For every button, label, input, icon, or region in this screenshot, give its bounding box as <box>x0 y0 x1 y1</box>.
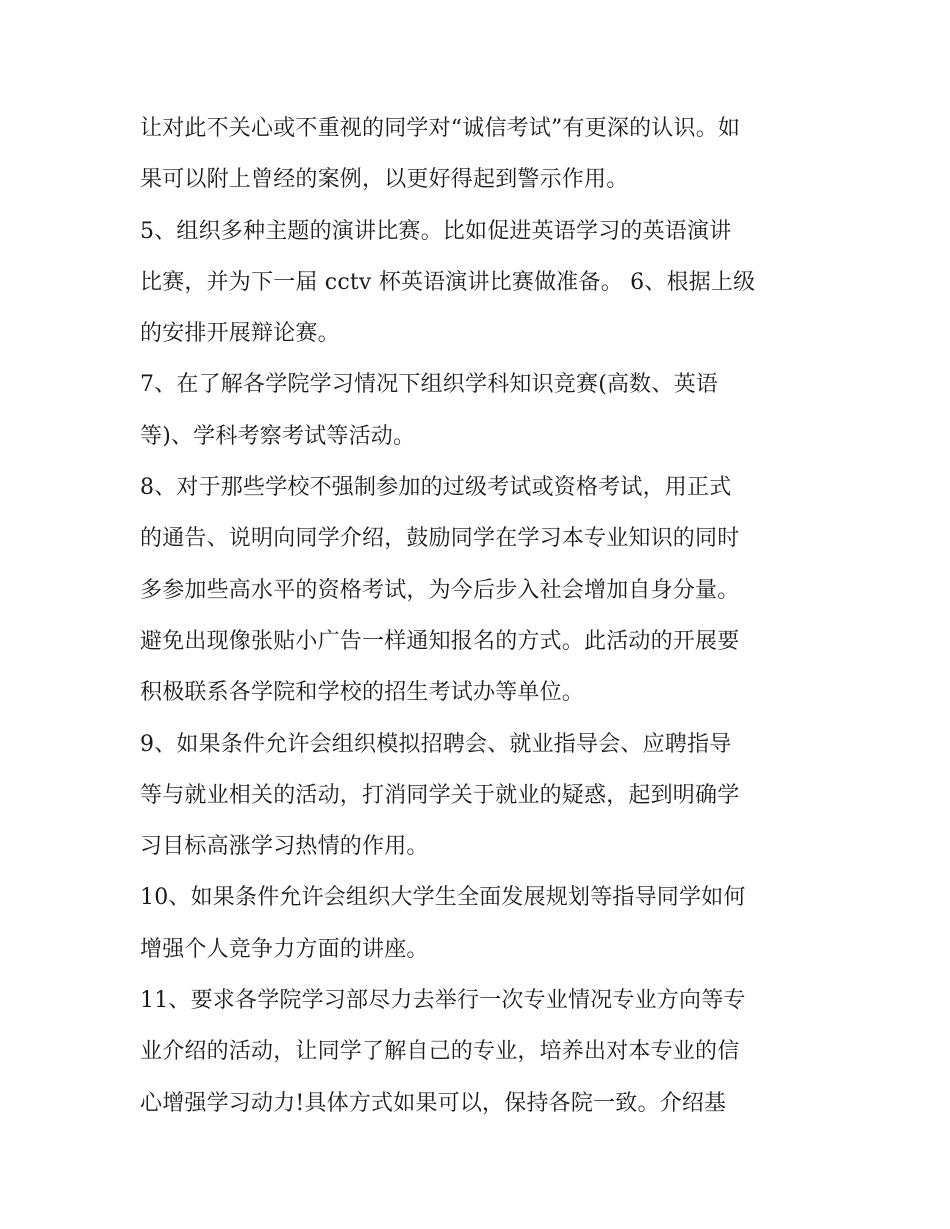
text-line-10: 多参加些高水平的资格考试，为今后步入社会增加自身分量。 <box>140 577 740 603</box>
document-body <box>140 103 816 1129</box>
text-line-18: 11、要求各学院学习部尽力去举行一次专业情况专业方向等专 <box>140 988 746 1014</box>
text-line-8: 8、对于那些学校不强制参加的过级考试或资格考试，用正式 <box>140 475 732 501</box>
text-line-16: 10、如果条件允许会组织大学生全面发展规划等指导同学如何 <box>140 885 746 911</box>
text-line-13: 9、如果条件允许会组织模拟招聘会、就业指导会、应聘指导 <box>140 731 732 757</box>
text-line-6: 7、在了解各学院学习情况下组织学科知识竞赛(高数、英语 <box>140 372 718 398</box>
text-line-19: 业介绍的活动，让同学了解自己的专业，培养出对本专业的信 <box>140 1039 740 1065</box>
text-line-7: 等)、学科考察考试等活动。 <box>140 423 416 449</box>
text-line-2: 果可以附上曾经的案例，以更好得起到警示作用。 <box>140 167 629 193</box>
text-line-1: 让对此不关心或不重视的同学对“诚信考试”有更深的认识。如 <box>140 116 741 141</box>
text-line-3: 5、组织多种主题的演讲比赛。比如促进英语学习的英语演讲 <box>140 218 732 244</box>
text-line-11: 避免出现像张贴小广告一样通知报名的方式。此活动的开展要 <box>140 628 740 654</box>
text-line-9: 的通告、说明向同学介绍，鼓励同学在学习本专业知识的同时 <box>140 526 740 552</box>
text-line-14: 等与就业相关的活动，打消同学关于就业的疑惑，起到明确学 <box>140 782 740 808</box>
text-line-17: 增强个人竞争力方面的讲座。 <box>140 936 429 962</box>
text-line-5: 的安排开展辩论赛。 <box>140 321 340 347</box>
text-line-12: 积极联系各学院和学校的招生考试办等单位。 <box>140 680 585 706</box>
text-line-15: 习目标高涨学习热情的作用。 <box>140 834 429 860</box>
text-line-20: 心增强学习动力!具体方式如果可以，保持各院一致。介绍基 <box>140 1090 727 1116</box>
text-line-4: 比赛，并为下一届 cctv 杯英语演讲比赛做准备。 6、根据上级 <box>140 269 756 295</box>
